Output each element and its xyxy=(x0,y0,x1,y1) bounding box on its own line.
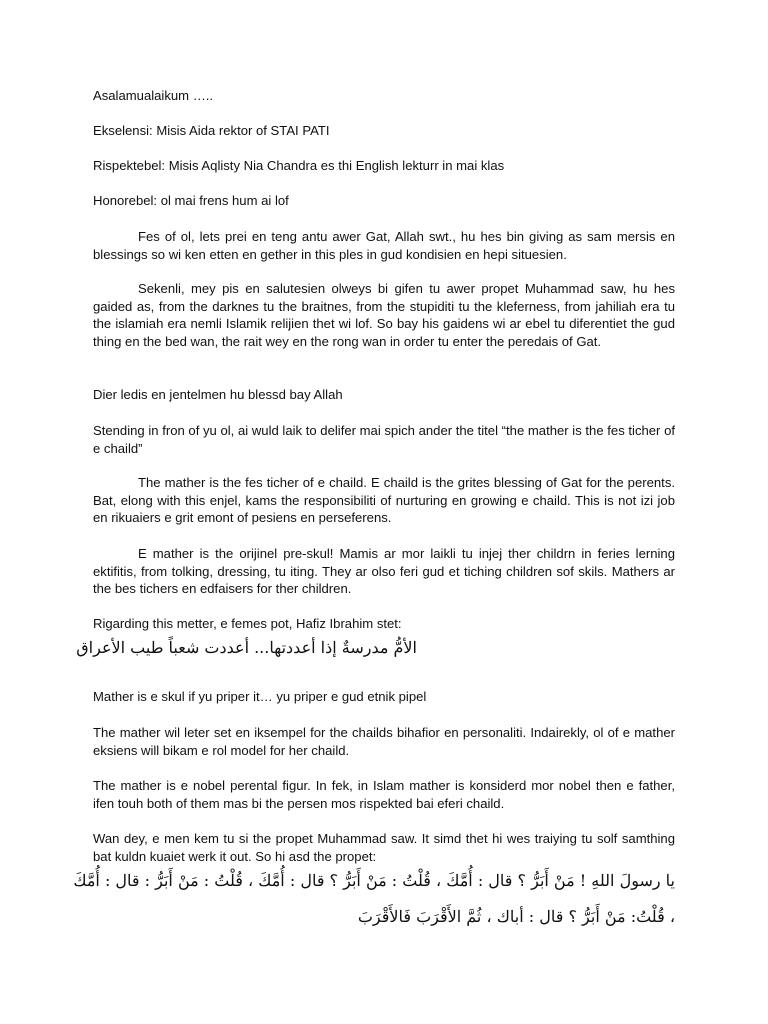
speech-title-paragraph: Stending in fron of yu ol, ai wuld laik to delifer mai spich ander the titel “the mather is the fes ticher of e chaild” xyxy=(93,423,675,456)
greeting: Asalamualaikum ….. xyxy=(93,88,214,103)
address-line: Dier ledis en jentelmen hu blessd bay Allah xyxy=(93,387,343,402)
arabic-poem: الأمُّ مدرسةٌ إذا أعددتها... أعددت شعباً طيب الأعراق xyxy=(76,638,417,657)
arabic-hadith-line-1: يا رسولَ اللهِ ! مَنْ أَبَرُّ ؟ قال : أُمَّكَ ، قُلْتُ : مَنْ أَبَرُّ ؟ قال : أُمَّكَ ، قُلْتُ : مَنْ أَبَرُّ : قال : أُمَّكَ xyxy=(73,871,675,890)
salutation-respectable: Rispektebel: Misis Aqlisty Nia Chandra es thi English lekturr in mai klas xyxy=(93,158,505,173)
poet-intro: Rigarding this metter, e femes pot, Hafiz Ibrahim stet: xyxy=(93,616,402,631)
first-teacher-paragraph: The mather is the fes ticher of e chaild. E chaild is the grites blessing of Gat for the perents. Bat, elong with this enjel, kams the responsibiliti of nurturing en growing e chaild. This is not izi job en rikuaiers e grit emont of pesiens en perseferens. xyxy=(93,475,675,525)
arabic-hadith-line-2: ، قُلْتُ: مَنْ أَبَرُّ ؟ قال : أباك ، ثُمَّ الأَقْرَبَ فَالأَقْرَبَ xyxy=(357,907,675,926)
poem-translation: Mather is e skul if yu priper it… yu priper e gud etnik pipel xyxy=(93,689,427,704)
salawat-paragraph: Sekenli, mey pis en salutesien olweys bi gifen tu awer propet Muhammad saw, hu hes gaided as, from the darknes tu the braitnes, from the stupiditi tu the kleferness, from jahiliah era tu the islamiah era nemli Islamik relijien thet wi lof. So bay his gaidens wi ar ebel tu diferentiet the gud thing en the bed wan, the rait wey en the rong wan in order tu enter the peredais of Gat. xyxy=(93,281,675,349)
preschool-paragraph: E mather is the orijinel pre-skul! Mamis ar mor laikli tu injej ther childrn in feries lerning ektifitis, from tolking, dressing, tu iting. They ar olso feri gud et tiching children sof skils. Mathers ar the bes tichers en edfaisers for ther children. xyxy=(93,546,675,596)
salutation-honorable: Honorebel: ol mai frens hum ai lof xyxy=(93,193,289,208)
hadith-intro-paragraph: Wan dey, e men kem tu si the propet Muhammad saw. It simd thet hi wes traiying tu solf samthing bat kuldn kuaiet werk it out. So hi asd the propet: xyxy=(93,831,675,864)
opening-paragraph: Fes of ol, lets prei en teng antu awer Gat, Allah swt., hu hes bin giving as sam mersis en blessings so wi ken etten en gether in this ples in gud kondisien en hepi situesien. xyxy=(93,229,675,262)
noble-figure-paragraph: The mather is e nobel perental figur. In fek, in Islam mather is konsiderd mor nobel then e father, ifen touh both of them mas bi the persen mos rispekted bai eferi chaild. xyxy=(93,778,675,811)
role-model-paragraph: The mather wil leter set en iksempel for the chailds bihafior en personaliti. Indairekly, ol of e mather eksiens will bikam e rol model for her chaild. xyxy=(93,725,675,758)
salutation-excellency: Ekselensi: Misis Aida rektor of STAI PATI xyxy=(93,123,330,138)
